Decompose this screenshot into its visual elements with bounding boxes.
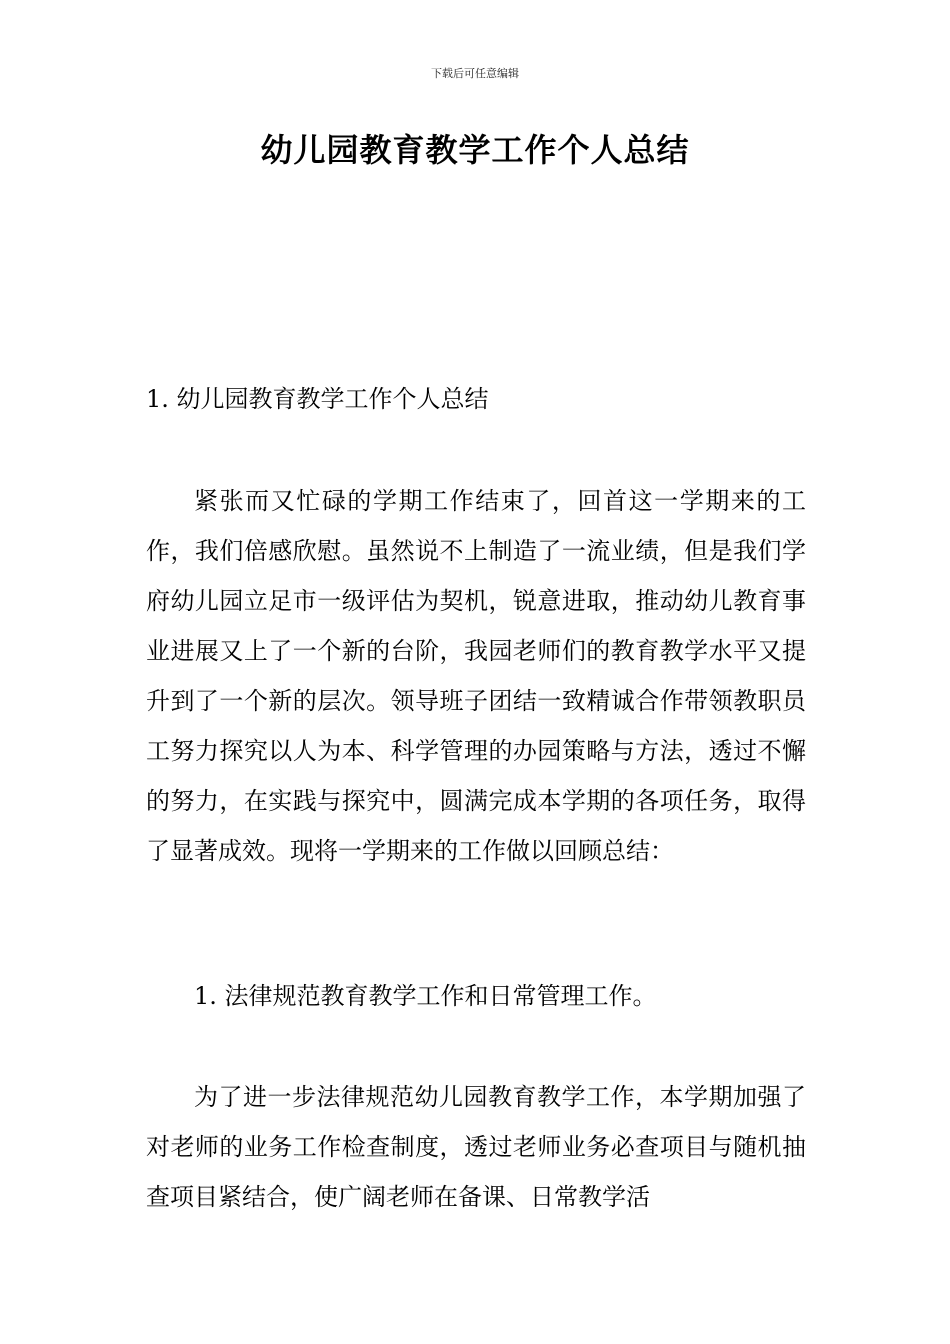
body-paragraph-2: 为了进一步法律规范幼儿园教育教学工作，本学期加强了对老师的业务工作检查制度，透过老师业务必查项目与随机抽查项目紧结合，使广阔老师在备课、日常教学活 bbox=[146, 1083, 806, 1211]
header-note: 下载后可任意编辑 bbox=[431, 67, 519, 80]
document-title: 幼儿园教育教学工作个人总结 bbox=[260, 131, 690, 169]
section-heading: 1. 幼儿园教育教学工作个人总结 bbox=[146, 385, 489, 413]
body-paragraph-1: 紧张而又忙碌的学期工作结束了，回首这一学期来的工作，我们倍感欣慰。虽然说不上制造了一流业绩，但是我们学府幼儿园立足市一级评估为契机，锐意进取，推动幼儿教育事业进展又上了一个新的台阶，我园老师们的教育教学水平又提升到了一个新的层次。领导班子团结一致精诚合作带领教职员工努力探究以人为本、科学管理的办园策略与方法，透过不懈的努力，在实践与探究中，圆满完成本学期的各项任务，取得了显著成效。现将一学期来的工作做以回顾总结： bbox=[146, 487, 806, 865]
subheading-1: 1. 法律规范教育教学工作和日常管理工作。 bbox=[194, 982, 657, 1010]
